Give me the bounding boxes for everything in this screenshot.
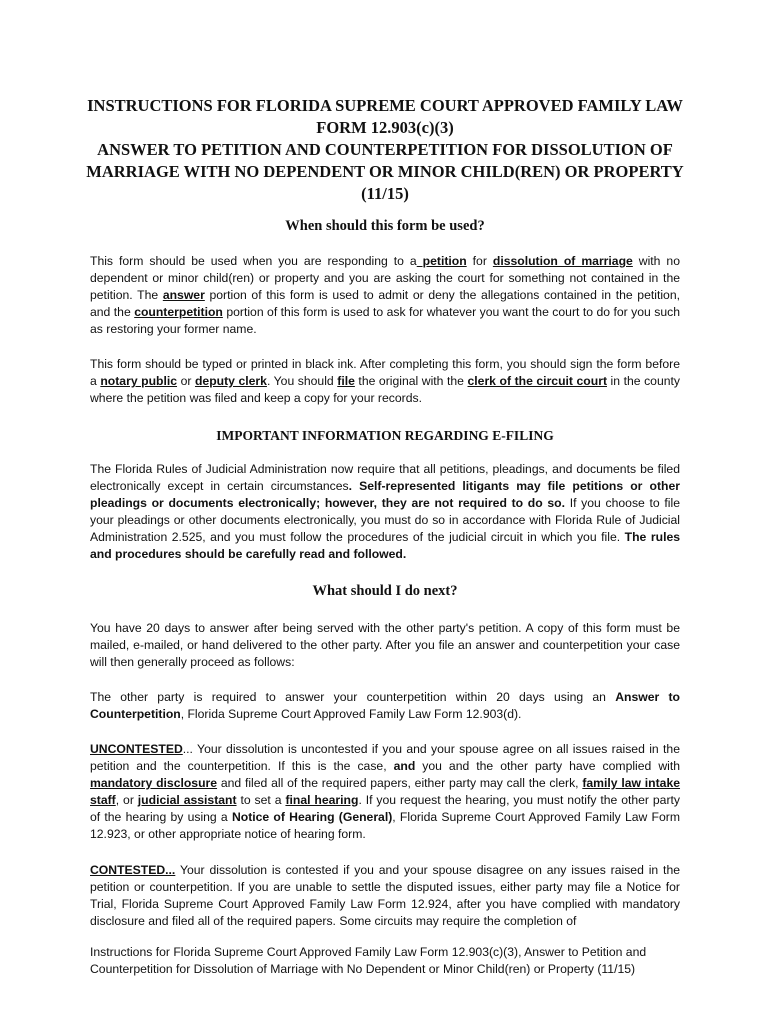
footer-line-1: Instructions for Florida Supreme Court Approved Family Law Form 12.903(c)(3), Answer to Petition and bbox=[90, 945, 647, 959]
link-judicial-assistant[interactable]: judicial assistant bbox=[137, 793, 237, 807]
paragraph-contested bbox=[90, 862, 680, 930]
text: . If you request the hearing, you must notify the other party of the hearing by using a bbox=[90, 793, 680, 824]
bold-text: . Self-represented litigants may file petitions or other pleadings or documents electronically; however, they are not required to do so. bbox=[90, 479, 680, 510]
paragraph-e-filing bbox=[90, 461, 680, 563]
link-counterpetition[interactable]: counterpetition bbox=[134, 305, 223, 319]
link-file[interactable]: file bbox=[337, 374, 355, 388]
text: The other party is required to answer your counterpetition within 20 days using an bbox=[90, 690, 616, 704]
bold-text: and bbox=[393, 759, 416, 773]
link-final-hearing[interactable]: final hearing bbox=[285, 793, 359, 807]
text: portion of this form is used to ask for whatever you want the court to do for you such as restoring your former name. bbox=[90, 305, 680, 336]
title-line-5: (11/15) bbox=[361, 184, 409, 203]
link-dissolution-of-marriage[interactable]: dissolution of marriage bbox=[492, 254, 633, 268]
bold-text: The rules and procedures should be carefully read and followed. bbox=[90, 530, 681, 561]
paragraph-what-next-1: You have 20 days to answer after being served with the other party's petition. A copy of this form must be mailed, e-mailed, or hand delivered to the other party. After you file an answer and counterpetition your case will then generally proceed as follows: bbox=[90, 621, 680, 669]
link-answer[interactable]: answer bbox=[162, 288, 205, 302]
text: , or bbox=[115, 793, 138, 807]
bold-text: Answer to Counterpetition bbox=[90, 690, 681, 721]
text: , Florida Supreme Court Approved Family Law Form 12.923, or other appropriate notice of hearing form. bbox=[90, 810, 680, 841]
bold-text: Notice of Hearing (General) bbox=[231, 810, 393, 824]
link-contested[interactable]: CONTESTED... bbox=[90, 863, 176, 877]
link-mandatory-disclosure[interactable]: mandatory disclosure bbox=[90, 776, 218, 790]
page-footer bbox=[90, 944, 690, 978]
text: you and the other party have complied with bbox=[415, 759, 681, 773]
paragraph-when-used-2 bbox=[90, 356, 680, 407]
title-line-1: INSTRUCTIONS FOR FLORIDA SUPREME COURT APPROVED FAMILY LAW bbox=[87, 96, 683, 115]
paragraph-when-used-1 bbox=[90, 253, 680, 338]
title-line-3: ANSWER TO PETITION AND COUNTERPETITION FOR DISSOLUTION OF bbox=[97, 140, 673, 159]
link-deputy-clerk[interactable]: deputy clerk bbox=[194, 374, 267, 388]
link-notary-public[interactable]: notary public bbox=[100, 374, 178, 388]
text: This form should be used when you are responding to a bbox=[90, 254, 417, 268]
text: If you choose to file your pleadings or other documents electronically, you must do so in accordance with Florida Rule of Judicial Administration 2.525, and you must follow the procedures of the judicial circuit in which you file. bbox=[90, 496, 680, 544]
text: or bbox=[177, 374, 195, 388]
heading-what-next: What should I do next? bbox=[312, 583, 458, 599]
title-line-2: FORM 12.903(c)(3) bbox=[316, 118, 454, 137]
link-uncontested[interactable]: UNCONTESTED bbox=[90, 742, 183, 756]
footer-line-2: Counterpetition for Dissolution of Marriage with No Dependent or Minor Child(ren) or Property (11/15) bbox=[90, 962, 636, 976]
paragraph-uncontested bbox=[90, 741, 680, 843]
text: to set a bbox=[236, 793, 286, 807]
text: Your dissolution is contested if you and your spouse disagree on any issues raised in the petition or counterpetition. If you are unable to settle the disputed issues, either party may file a Notice for Trial, Florida Supreme Court Approved Family Law Form 12.924, after you have complied with mandatory disclosure and filed all of the required papers. Some circuits may require the completion of bbox=[90, 863, 680, 928]
text: , Florida Supreme Court Approved Family Law Form 12.903(d). bbox=[180, 707, 522, 721]
link-petition[interactable]: petition bbox=[416, 254, 467, 268]
text: for bbox=[466, 254, 493, 268]
text: portion of this form is used to admit or deny the allegations contained in the petition, and the bbox=[90, 288, 680, 319]
text: ... Your dissolution is uncontested if you and your spouse agree on all issues raised in the petition and the counterpetition. If this is the case, bbox=[90, 742, 680, 773]
text: This form should be typed or printed in black ink. After completing this form, you should sign the form before a bbox=[90, 357, 680, 388]
link-clerk-of-circuit-court[interactable]: clerk of the circuit court bbox=[467, 374, 607, 388]
text: with no dependent or minor child(ren) or property and you are asking the court for something not contained in the petition. The bbox=[90, 254, 680, 302]
text: and filed all of the required papers, either party may call the clerk, bbox=[217, 776, 583, 790]
heading-e-filing: IMPORTANT INFORMATION REGARDING E-FILING bbox=[216, 428, 554, 443]
title-line-4: MARRIAGE WITH NO DEPENDENT OR MINOR CHILD(REN) OR PROPERTY bbox=[86, 162, 684, 181]
link-family-law-intake-staff[interactable]: family law intake staff bbox=[90, 776, 681, 807]
text: . You should bbox=[266, 374, 338, 388]
paragraph-what-next-2 bbox=[90, 689, 680, 723]
document-title bbox=[60, 95, 710, 205]
text: the original with the bbox=[354, 374, 468, 388]
text: The Florida Rules of Judicial Administration now require that all petitions, pleadings, and documents be filed electronically except in certain circumstances bbox=[90, 462, 680, 493]
text: in the county where the petition was filed and keep a copy for your records. bbox=[90, 374, 680, 405]
heading-when-used: When should this form be used? bbox=[285, 218, 485, 234]
